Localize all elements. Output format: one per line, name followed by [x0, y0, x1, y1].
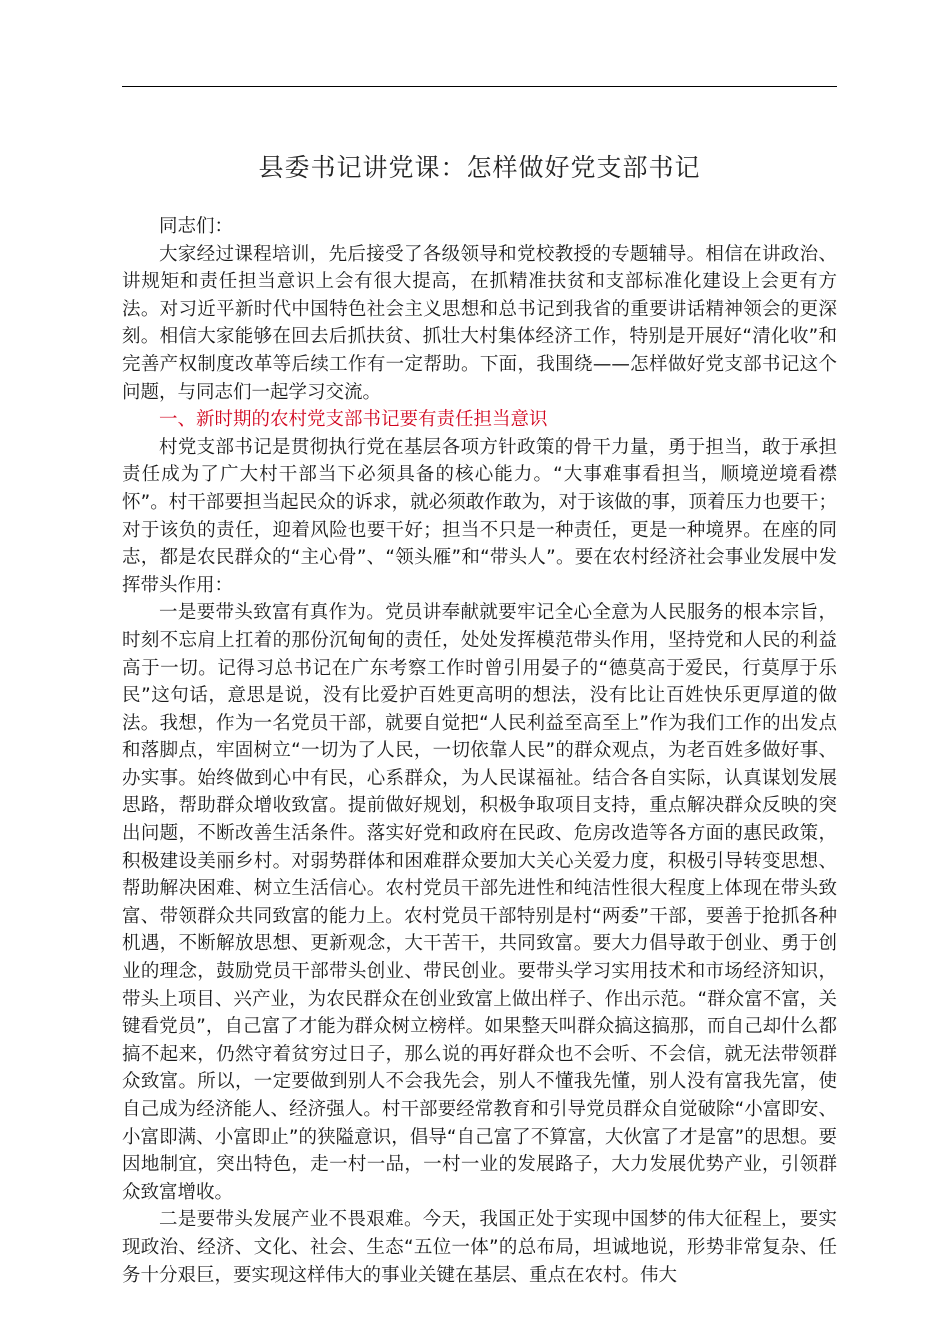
paragraph-point-2: 二是要带头发展产业不畏艰难。今天，我国正处于实现中国梦的伟大征程上，要实现政治、经济、文化、社会、生态“五位一体”的总布局，坦诚地说，形势非常复杂、任务十分艰巨，要实现这样伟大的事业关键在基层、重点在农村。伟大: [122, 1209, 837, 1286]
header-rule: [122, 86, 837, 87]
section-heading: 一、新时期的农村党支部书记要有责任担当意识: [159, 409, 548, 431]
paragraph-intro: 大家经过课程培训，先后接受了各级领导和党校教授的专题辅导。相信在讲政治、讲规矩和责任担当意识上会有很大提高，在抓精准扶贫和支部标准化建设上会更有方法。对习近平新时代中国特色社会主义思想和总书记到我省的重要讲话精神领会的更深刻。相信大家能够在回去后抓扶贫、抓壮大村集体经济工作，特别是开展好“清化收”和完善产权制度改革等后续工作有一定帮助。下面，我围绕——怎样做好党支部书记这个问题，与同志们一起学习交流。: [122, 243, 837, 403]
document-title: 县委书记讲党课：怎样做好党支部书记: [258, 153, 701, 182]
paragraph-section-1: 村党支部书记是贯彻执行党在基层各项方针政策的骨干力量，勇于担当，敢于承担责任成为了广大村干部当下必须具备的核心能力。“大事难事看担当，顺境逆境看襟怀”。村干部要担当起民众的诉求，就必须敢作敢为，对于该做的事，顶着压力也要干；对于该负的责任，迎着风险也要干好；担当不只是一种责任，更是一种境界。在座的同志，都是农民群众的“主心骨”、“领头雁”和“带头人”。要在农村经济社会事业发展中发挥带头作用：: [122, 436, 837, 596]
document-body: [122, 213, 837, 1289]
salutation: 同志们：: [159, 216, 234, 237]
paragraph-point-1: 一是要带头致富有真作为。党员讲奉献就要牢记全心全意为人民服务的根本宗旨，时刻不忘肩上扛着的那份沉甸甸的责任，处处发挥模范带头作用，坚持党和人民的利益高于一切。记得习总书记在广东考察工作时曾引用晏子的“德莫高于爱民，行莫厚于乐民”这句话，意思是说，没有比爱护百姓更高明的想法，没有比让百姓快乐更厚道的做法。我想，作为一名党员干部，就要自觉把“人民利益至高至上”作为我们工作的出发点和落脚点，牢固树立“一切为了人民，一切依靠人民”的群众观点，为老百姓多做好事、办实事。始终做到心中有民，心系群众，为人民谋福祉。结合各自实际，认真谋划发展思路，帮助群众增收致富。提前做好规划，积极争取项目支持，重点解决群众反映的突出问题，不断改善生活条件。落实好党和政府在民政、危房改造等各方面的惠民政策，积极建设美丽乡村。对弱势群体和困难群众要加大关心关爱力度，积极引导转变思想、帮助解决困难、树立生活信心。农村党员干部先进性和纯洁性很大程度上体现在带头致富、带领群众共同致富的能力上。农村党员干部特别是村“两委”干部，要善于抢抓各种机遇，不断解放思想、更新观念，大干苦干，共同致富。要大力倡导敢于创业、勇于创业的理念，鼓励党员干部带头创业、带民创业。要带头学习实用技术和市场经济知识，带头上项目、兴产业，为农民群众在创业致富上做出样子、作出示范。“群众富不富，关键看党员”，自己富了才能为群众树立榜样。如果整天叫群众搞这搞那，而自己却什么都搞不起来，仍然守着贫穷过日子，那么说的再好群众也不会听、不会信，就无法带领群众致富。所以，一定要做到别人不会我先会，别人不懂我先懂，别人没有富我先富，使自己成为经济能人、经济强人。村干部要经常教育和引导党员群众自觉破除“小富即安、小富即满、小富即止”的狭隘意识，倡导“自己富了不算富，大伙富了才是富”的思想。要因地制宜，突出特色，走一村一品，一村一业的发展路子，大力发展优势产业，引领群众致富增收。: [122, 602, 837, 1203]
